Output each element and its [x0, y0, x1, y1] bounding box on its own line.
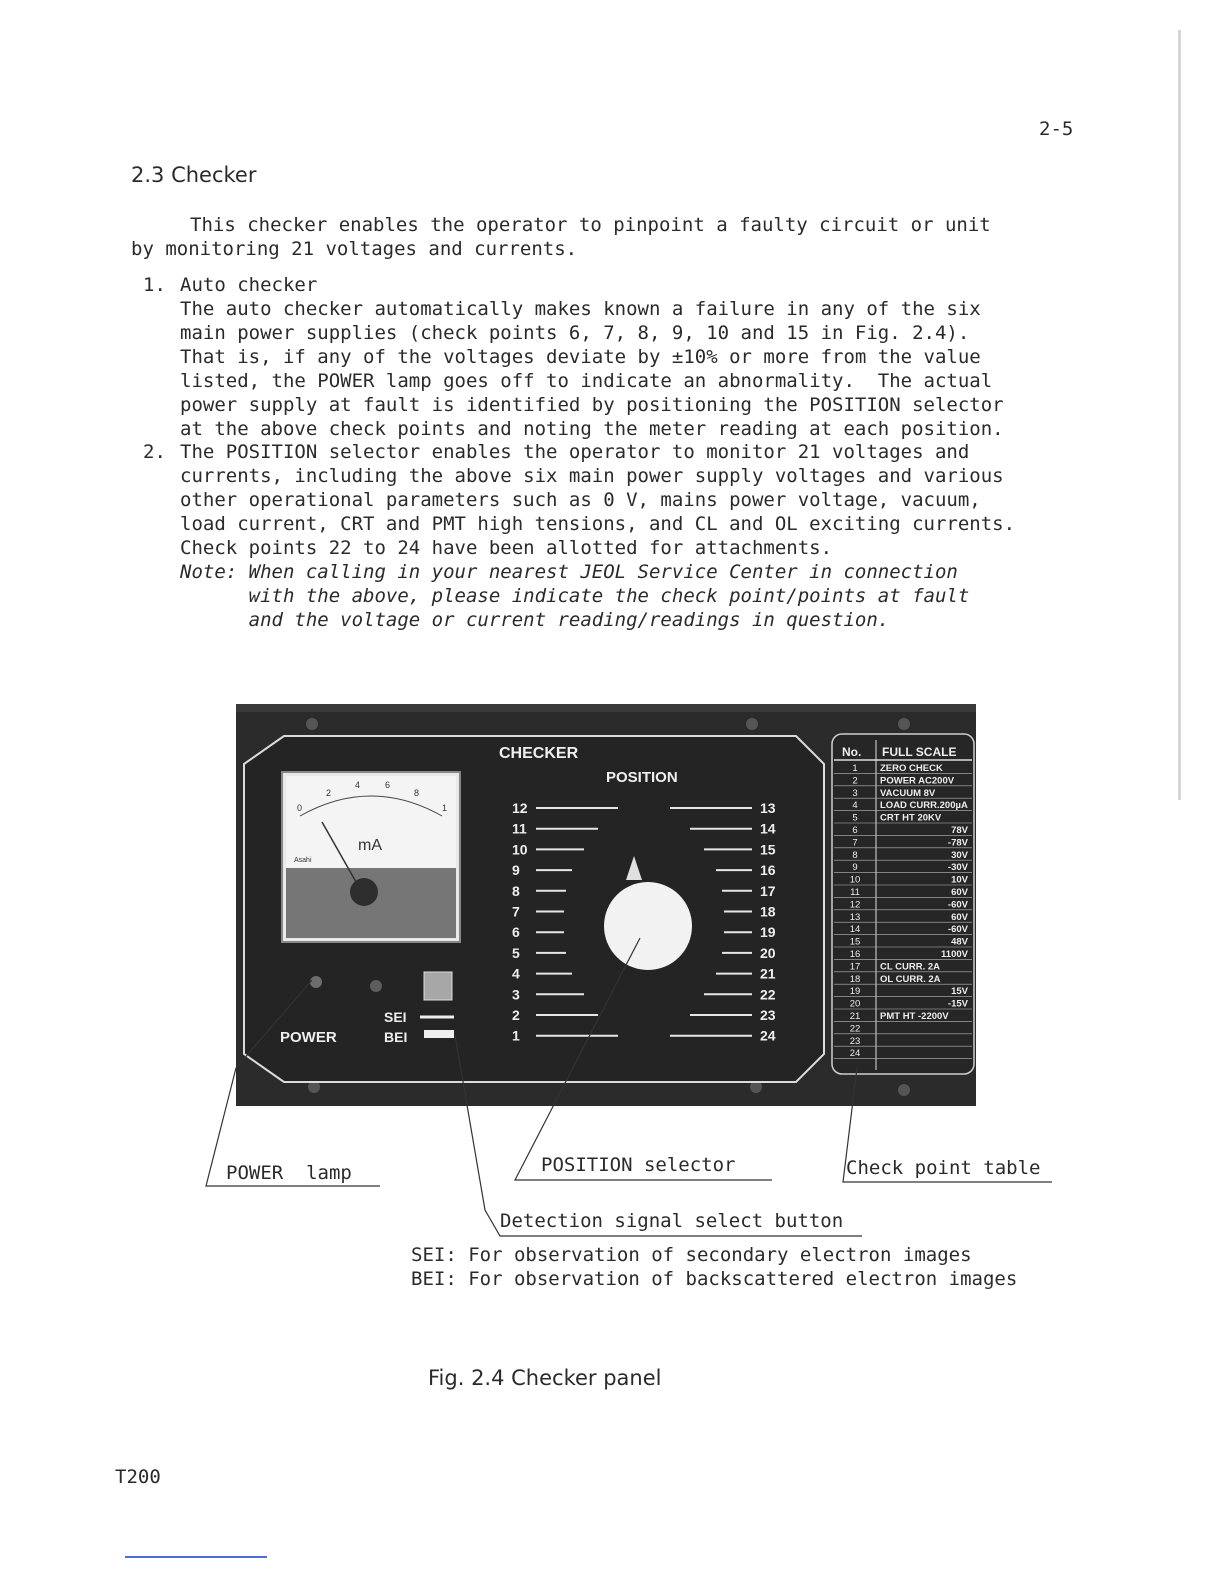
table-cell-full-scale: PMT HT -2200V: [880, 1011, 949, 1022]
meter-scale-label: 1: [442, 803, 448, 813]
position-number: 10: [512, 841, 528, 858]
table-cell-no: 5: [852, 812, 858, 824]
section-heading: 2.3 Checker: [131, 163, 257, 187]
table-cell-full-scale: VACUUM 8V: [880, 787, 936, 799]
table-cell-full-scale: ZERO CHECK: [880, 763, 943, 774]
position-number: 14: [760, 820, 776, 837]
table-cell-no: 18: [849, 973, 861, 985]
table-cell-full-scale: -30V: [947, 862, 968, 874]
check-point-table-label: Check point table: [846, 1157, 1041, 1179]
table-cell-full-scale: -78V: [947, 837, 968, 849]
item-1-line: The auto checker automatically makes known a failure in any of the six: [180, 298, 981, 320]
table-cell-full-scale: 78V: [951, 825, 968, 836]
table-cell-no: 4: [852, 800, 858, 812]
item-1-line: main power supplies (check points 6, 7, 8, 9, 10 and 15 in Fig. 2.4).: [180, 322, 970, 344]
page-number: 2-5: [1039, 118, 1074, 140]
position-selector-leader: [515, 938, 772, 1180]
detection-button-leader: [455, 1035, 862, 1236]
position-number: 18: [760, 903, 776, 920]
meter-scale-label: 6: [385, 780, 391, 790]
table-cell-full-scale: 1100V: [941, 949, 968, 960]
table-cell-no: 13: [849, 911, 861, 923]
table-cell-no: 16: [849, 949, 861, 960]
position-number: 3: [512, 986, 520, 1003]
table-cell-no: 17: [849, 961, 861, 973]
position-number: 20: [760, 944, 776, 961]
item-1-marker: 1.: [143, 274, 166, 296]
table-cell-no: 11: [850, 887, 860, 898]
table-cell-no: 3: [852, 787, 858, 799]
position-label: POSITION: [606, 769, 678, 786]
position-number: 12: [512, 800, 528, 816]
sei-description: SEI: For observation of secondary electron images: [411, 1244, 972, 1266]
checker-label: CHECKER: [499, 745, 579, 762]
figure-caption: Fig. 2.4 Checker panel: [428, 1366, 662, 1390]
position-number: 21: [760, 965, 776, 982]
meter-scale-label: 8: [414, 788, 420, 798]
table-cell-full-scale: CL CURR. 2A: [880, 961, 940, 973]
table-cell-no: 22: [849, 1023, 861, 1035]
meter-scale-label: 0: [297, 803, 303, 813]
table-cell-no: 1: [852, 763, 858, 774]
position-number: 7: [512, 903, 520, 920]
intro-line-2: by monitoring 21 voltages and currents.: [131, 238, 578, 260]
table-cell-full-scale: -15V: [947, 998, 968, 1010]
item-1-line: Auto checker: [180, 274, 318, 296]
meter-brand-label: Asahi: [294, 857, 312, 864]
table-cell-no: 8: [852, 849, 858, 861]
position-number: 16: [760, 862, 776, 879]
position-number: 4: [512, 965, 520, 982]
item-1-line: That is, if any of the voltages deviate by ±10% or more from the value: [180, 346, 981, 368]
footer-code: T200: [115, 1466, 161, 1488]
detection-button-label: Detection signal select button: [500, 1210, 844, 1232]
item-2-line: other operational parameters such as 0 V, mains power voltage, vacuum,: [180, 489, 981, 511]
meter-unit-label: mA: [358, 837, 382, 854]
table-cell-no: 12: [849, 899, 861, 911]
position-number: 8: [512, 882, 520, 899]
table-cell-no: 19: [849, 986, 861, 998]
note-line: and the voltage or current reading/readings in question.: [180, 609, 890, 631]
meter-scale-label: 2: [326, 788, 332, 798]
table-cell-no: 15: [849, 936, 861, 948]
table-cell-no: 10: [849, 874, 861, 886]
table-cell-no: 2: [852, 775, 858, 787]
position-selector-label: POSITION selector: [541, 1154, 736, 1176]
table-cell-no: 21: [849, 1011, 861, 1022]
table-cell-no: 20: [849, 998, 861, 1010]
position-number: 13: [760, 800, 776, 816]
position-number: 1: [512, 1027, 520, 1044]
bei-label: BEI: [384, 1029, 408, 1045]
footer-rule: [125, 1556, 267, 1558]
table-cell-no: 23: [849, 1035, 861, 1047]
note-line: with the above, please indicate the check point/points at fault: [180, 585, 970, 607]
item-2-line: load current, CRT and PMT high tensions, and CL and OL exciting currents.: [180, 513, 1016, 535]
table-cell-full-scale: 10V: [951, 874, 968, 886]
table-cell-full-scale: 60V: [951, 887, 968, 898]
item-1-line: power supply at fault is identified by positioning the POSITION selector: [180, 394, 1004, 416]
item-2-line: The POSITION selector enables the operator to monitor 21 voltages and: [180, 441, 970, 463]
position-number: 11: [512, 820, 527, 837]
table-cell-full-scale: LOAD CURR.200µA: [880, 800, 968, 812]
table-cell-full-scale: 30V: [951, 849, 968, 861]
table-cell-full-scale: -60V: [947, 924, 968, 936]
table-cell-full-scale: OL CURR. 2A: [880, 973, 941, 985]
table-header-full-scale: FULL SCALE: [882, 745, 957, 759]
position-number: 2: [512, 1007, 520, 1023]
position-number: 9: [512, 862, 520, 879]
sei-label: SEI: [384, 1009, 407, 1025]
table-cell-no: 7: [852, 837, 858, 849]
position-number: 19: [760, 924, 776, 941]
note-line: Note: When calling in your nearest JEOL Service Center in connection: [180, 561, 958, 583]
item-2-line: currents, including the above six main power supply voltages and various: [180, 465, 1004, 487]
table-cell-full-scale: 15V: [951, 986, 968, 998]
intro-line-1: This checker enables the operator to pinpoint a faulty circuit or unit: [190, 214, 991, 236]
item-1-line: at the above check points and noting the meter reading at each position.: [180, 418, 1004, 440]
position-number: 17: [760, 882, 776, 899]
position-number: 5: [512, 944, 520, 961]
position-number: 6: [512, 924, 520, 941]
table-header-no: No.: [842, 745, 862, 759]
table-cell-full-scale: -60V: [947, 899, 968, 911]
position-number: 22: [760, 986, 776, 1003]
power-label: POWER: [280, 1029, 337, 1046]
table-cell-full-scale: CRT HT 20KV: [880, 812, 942, 824]
position-number: 24: [760, 1027, 776, 1044]
position-number: 23: [760, 1007, 776, 1023]
bei-description: BEI: For observation of backscattered electron images: [411, 1268, 1018, 1290]
meter-scale-label: 4: [355, 780, 361, 790]
item-1-line: listed, the POWER lamp goes off to indicate an abnormality. The actual: [180, 370, 993, 392]
table-cell-full-scale: 60V: [951, 911, 968, 923]
power-lamp-label: POWER lamp: [226, 1162, 352, 1184]
power-lamp-leader: [206, 980, 380, 1186]
table-cell-no: 14: [849, 924, 861, 936]
item-2-marker: 2.: [143, 441, 166, 463]
table-cell-full-scale: 48V: [951, 936, 968, 948]
table-cell-full-scale: POWER AC200V: [880, 775, 955, 787]
table-cell-no: 9: [852, 862, 858, 874]
table-cell-no: 24: [849, 1048, 861, 1060]
table-cell-no: 6: [852, 825, 858, 836]
item-2-line: Check points 22 to 24 have been allotted for attachments.: [180, 537, 833, 559]
position-number: 15: [760, 841, 776, 858]
